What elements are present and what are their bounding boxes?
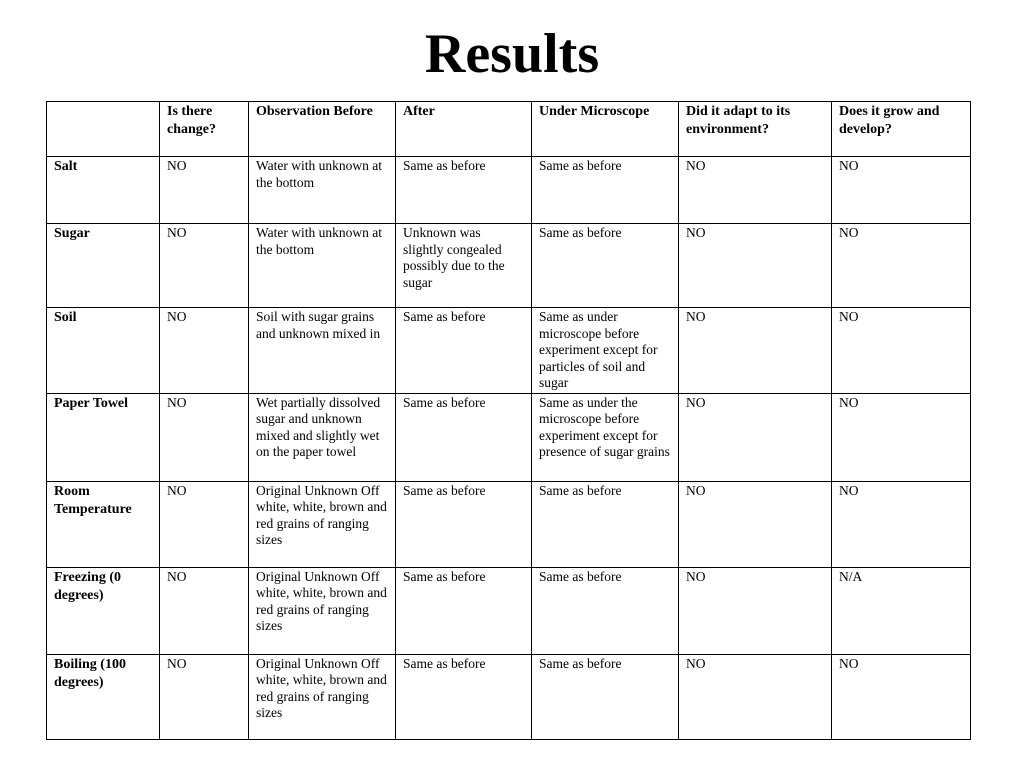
table-cell: Same as before [532, 224, 679, 308]
header-cell-adapt: Did it adapt to its environment? [679, 102, 832, 157]
table-row [47, 224, 971, 308]
page-title: Results [424, 23, 600, 85]
table-cell: N/A [832, 567, 971, 654]
table-cell: Same as before [396, 157, 532, 224]
table-cell: Same as before [396, 308, 532, 394]
table-row [47, 308, 971, 394]
header-cell-empty [47, 102, 160, 157]
table-cell: Original Unknown Off white, white, brown and red grains of ranging sizes [249, 481, 396, 567]
table-cell: NO [160, 654, 249, 739]
table-row [47, 393, 971, 481]
table-cell: Same as under microscope before experiment except for particles of soil and sugar [532, 308, 679, 394]
table-header-row [47, 102, 971, 157]
table-cell: NO [679, 567, 832, 654]
table-cell: NO [679, 308, 832, 394]
row-label: Room Temperature [47, 481, 160, 567]
table-cell: Soil with sugar grains and unknown mixed in [249, 308, 396, 394]
table-cell: Original Unknown Off white, white, brown and red grains of ranging sizes [249, 567, 396, 654]
table-cell: Same as under the microscope before experiment except for presence of sugar grains [532, 393, 679, 481]
table-cell: NO [832, 157, 971, 224]
row-label: Boiling (100 degrees) [47, 654, 160, 739]
table-cell: Same as before [396, 567, 532, 654]
row-label: Paper Towel [47, 393, 160, 481]
table-cell: NO [832, 308, 971, 394]
table-cell: Water with unknown at the bottom [249, 224, 396, 308]
table-cell: Same as before [396, 393, 532, 481]
table-row [47, 157, 971, 224]
row-label: Soil [47, 308, 160, 394]
table-cell: Water with unknown at the bottom [249, 157, 396, 224]
table-cell: Original Unknown Off white, white, brown and red grains of ranging sizes [249, 654, 396, 739]
table-cell: Same as before [396, 654, 532, 739]
table-cell: NO [832, 393, 971, 481]
table-cell: NO [832, 654, 971, 739]
table-cell: NO [160, 481, 249, 567]
table-cell: NO [160, 224, 249, 308]
header-cell-under-microscope: Under Microscope [532, 102, 679, 157]
table-cell: NO [679, 654, 832, 739]
table-row [47, 481, 971, 567]
results-table [46, 101, 971, 740]
row-label: Salt [47, 157, 160, 224]
table-cell: Same as before [532, 654, 679, 739]
table-cell: NO [160, 308, 249, 394]
table-cell: Same as before [396, 481, 532, 567]
table-cell: Unknown was slightly congealed possibly due to the sugar [396, 224, 532, 308]
table-cell: NO [160, 393, 249, 481]
row-label: Freezing (0 degrees) [47, 567, 160, 654]
table-cell: Same as before [532, 481, 679, 567]
table-row [47, 567, 971, 654]
table-cell: NO [160, 157, 249, 224]
header-cell-after: After [396, 102, 532, 157]
header-cell-observation-before: Observation Before [249, 102, 396, 157]
table-cell: NO [832, 224, 971, 308]
table-cell: NO [679, 157, 832, 224]
table-cell: NO [679, 224, 832, 308]
table-cell: Wet partially dissolved sugar and unknown mixed and slightly wet on the paper towel [249, 393, 396, 481]
table-cell: Same as before [532, 567, 679, 654]
row-label: Sugar [47, 224, 160, 308]
table-cell: NO [679, 481, 832, 567]
table-cell: Same as before [532, 157, 679, 224]
header-cell-change: Is there change? [160, 102, 249, 157]
table-cell: NO [679, 393, 832, 481]
header-cell-grow: Does it grow and develop? [832, 102, 971, 157]
table-row [47, 654, 971, 739]
table-cell: NO [832, 481, 971, 567]
table-cell: NO [160, 567, 249, 654]
